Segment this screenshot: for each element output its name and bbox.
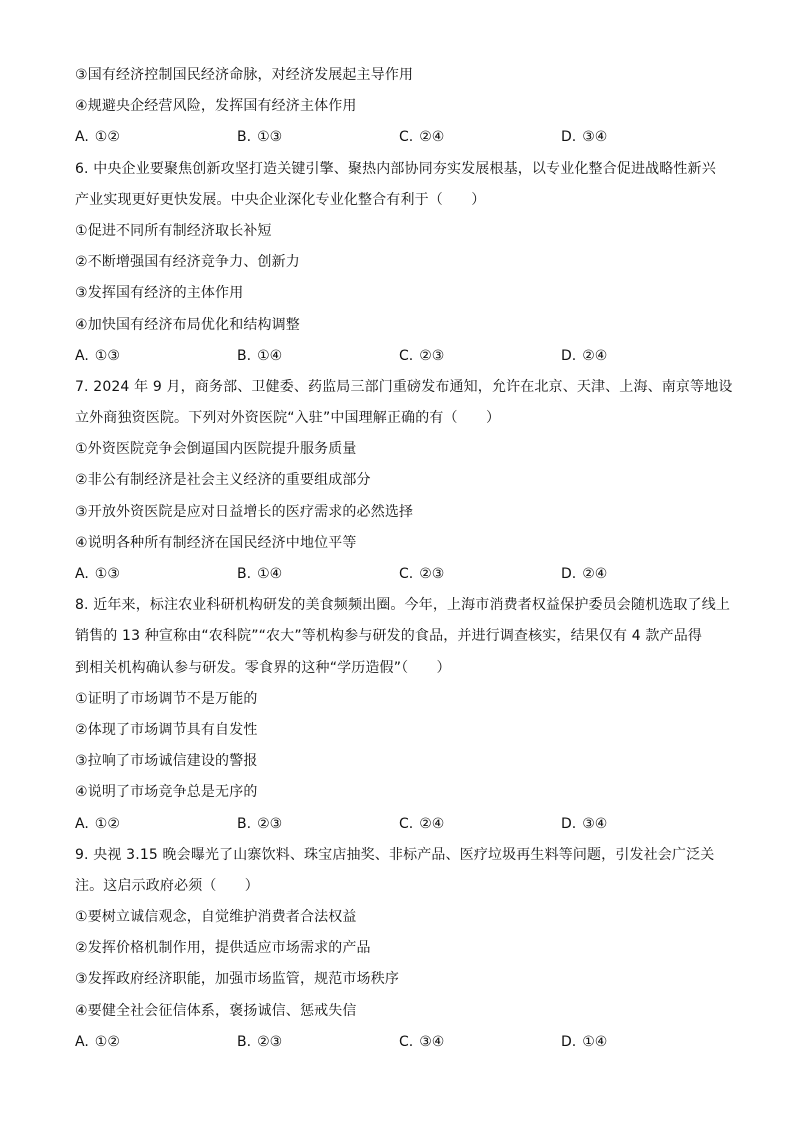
exam-page [75,60,733,1058]
option-text: ①② [94,129,120,146]
option-text: ③④ [419,1033,445,1050]
choice-item: ④要健全社会征信体系，褒扬诚信、惩戒失信 [75,1002,357,1019]
option-text: ①④ [582,1033,608,1050]
option-b [237,122,399,153]
option-label: A. [75,1033,89,1050]
option-label: D. [561,566,577,582]
option-a [75,809,237,840]
option-label: C. [399,347,414,364]
option-b [237,559,399,590]
option-label: C. [399,129,414,146]
option-a [75,1027,237,1058]
option-d [561,809,723,840]
option-text: ①③ [257,129,283,146]
answer-options [75,122,725,153]
option-label: C. [399,815,414,832]
question-stem: 到相关机构确认参与研发。零食界的这种“学历造假”（ ） [75,659,451,676]
option-text: ①③ [94,566,120,582]
option-text: ②③ [419,566,445,582]
option-label: A. [75,815,89,832]
option-text: ①② [94,815,120,832]
choice-item: ②非公有制经济是社会主义经济的重要组成部分 [75,472,371,489]
question-stem: 9. 央视 3.15 晚会曝光了山寨饮料、珠宝店抽奖、非标产品、医疗垃圾再生料等问题，引发社会广泛关 [75,846,715,863]
choice-item: ①证明了市场调节不是万能的 [75,690,258,707]
option-c [399,809,561,840]
option-text: ②④ [582,347,608,364]
question-stem: 7. 2024 年 9 月，商务部、卫健委、药监局三部门重磅发布通知，允许在北京、天津、上海、南京等地设 [75,378,733,395]
question-stem: 注。这启示政府必须（ ） [75,877,259,894]
option-d [561,341,723,372]
option-c [399,559,561,590]
option-label: C. [399,1033,414,1050]
option-c [399,122,561,153]
choice-item: ④说明各种所有制经济在国民经济中地位平等 [75,534,357,551]
answer-options [75,341,725,372]
choice-item: ④加快国有经济布局优化和结构调整 [75,316,300,333]
option-b [237,809,399,840]
option-label: A. [75,347,89,364]
question-stem: 8. 近年来，标注农业科研机构研发的美食频频出圈。今年，上海市消费者权益保护委员会随机选取了线上 [75,597,731,614]
choice-item: ②体现了市场调节具有自发性 [75,721,258,738]
choice-item: ③发挥国有经济的主体作用 [75,285,244,302]
choice-item: ②发挥价格机制作用，提供适应市场需求的产品 [75,940,371,957]
answer-options [75,559,725,590]
choice-item: ②不断增强国有经济竞争力、创新力 [75,254,300,271]
option-text: ②④ [582,566,608,582]
question-stem: 销售的 13 种宣称由“农科院”“农大”等机构参与研发的食品，并进行调查核实，结果仅有 4 款产品得 [75,628,703,645]
option-label: A. [75,129,89,146]
question-stem: 立外商独资医院。下列对外资医院“入驻”中国理解正确的有（ ） [75,410,501,427]
question-8 [75,590,731,840]
option-d [561,122,723,153]
question-stem: 产业实现更好更快发展。中央企业深化专业化整合有利于（ ） [75,191,486,208]
option-label: D. [561,815,577,832]
option-d [561,1027,723,1058]
option-a [75,122,237,153]
choice-item: ③拉响了市场诚信建设的警报 [75,753,258,770]
option-text: ①④ [257,347,283,364]
answer-options [75,1027,725,1058]
option-label: D. [561,347,577,364]
option-text: ②③ [257,1033,283,1050]
option-b [237,1027,399,1058]
option-label: D. [561,129,577,146]
choice-item: ④规避央企经营风险，发挥国有经济主体作用 [75,98,357,115]
question-stem: 6. 中央企业要聚焦创新攻坚打造关键引擎、聚热内部协同夯实发展根基，以专业化整合促进战略性新兴 [75,160,716,177]
choice-item: ③国有经济控制国民经济命脉，对经济发展起主导作用 [75,67,414,83]
answer-options [75,809,725,840]
option-c [399,341,561,372]
option-label: B. [237,1033,252,1050]
option-text: ①④ [257,566,283,582]
option-text: ②④ [419,129,445,146]
choice-item: ④说明了市场竞争总是无序的 [75,784,258,801]
option-label: B. [237,566,252,582]
option-label: C. [399,566,414,582]
choice-item: ①外资医院竞争会倒逼国内医院提升服务质量 [75,441,357,458]
option-label: B. [237,815,252,832]
option-a [75,559,237,590]
choice-item: ③开放外资医院是应对日益增长的医疗需求的必然选择 [75,503,414,520]
option-a [75,341,237,372]
option-text: ①③ [94,347,120,364]
choice-item: ③发挥政府经济职能，加强市场监管，规范市场秩序 [75,971,399,988]
option-b [237,341,399,372]
option-text: ③④ [582,129,608,146]
choice-item: ①要树立诚信观念，自觉维护消费者合法权益 [75,909,357,926]
question-5-tail [75,60,725,154]
option-text: ②③ [419,347,445,364]
option-label: B. [237,129,252,146]
option-c [399,1027,561,1058]
question-6 [75,154,725,372]
option-text: ②③ [257,815,283,832]
option-text: ①② [94,1033,120,1050]
option-text: ②④ [419,815,445,832]
option-label: D. [561,1033,577,1050]
option-label: B. [237,347,252,364]
option-d [561,559,723,590]
question-7 [75,372,733,590]
choice-item: ①促进不同所有制经济取长补短 [75,222,272,239]
option-label: A. [75,566,89,582]
question-9 [75,840,725,1058]
option-text: ③④ [582,815,608,832]
